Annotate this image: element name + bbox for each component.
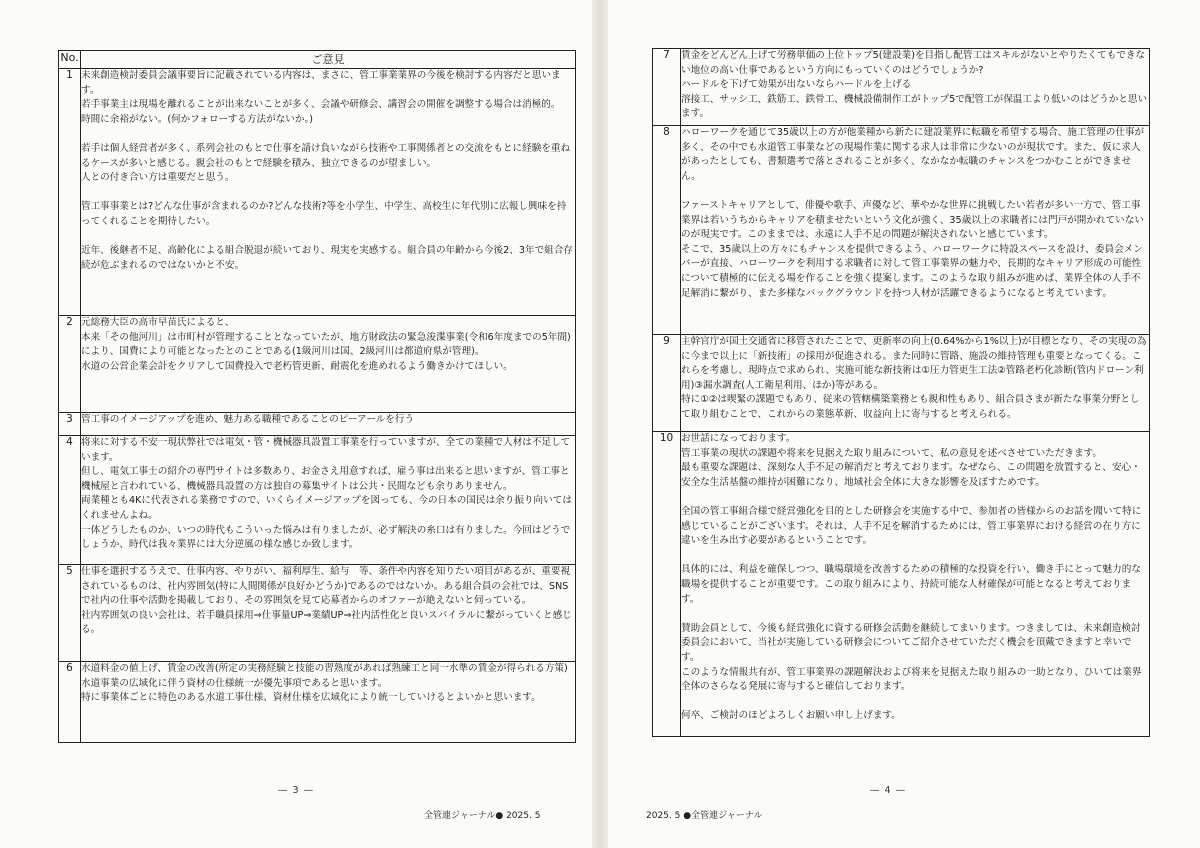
table-row	[653, 335, 1150, 432]
row-number: 4	[59, 436, 81, 565]
row-number: 2	[59, 316, 81, 413]
row-number: 8	[653, 126, 681, 335]
table-row	[59, 662, 576, 743]
table-row	[59, 316, 576, 413]
opinion-text: 主幹官庁が国土交通省に移管されたことで、更新率の向上(0.64%から1%以上)が目標となり、その実現の為に今まで以上に「新技術」の採用が促進される。また同時に管路、施設の維持管理も重要となってくる。これらを考慮し、現時点で求められ、実施可能な新技術は①圧力管更生工法②管路老朽化診断(管内ドローン利用)③漏水調査(人工衛星利用、ほか)等がある。 特に①②は喫緊の課題でもあり、従来の管轄構築業務とも親和性もあり、組合員さまが新たな事業分野として取り組むことで、これからの業態革新、収益向上に寄与すると考えられる。	[681, 335, 1150, 432]
row-number: 5	[59, 565, 81, 662]
opinion-text: 元総務大臣の高市早苗氏によると、 本来「その他河川」は市町村が管理することとなっていたが、地方財政法の緊急浚渫事業(令和6年度までの5年間)により、国費により可能となったとのことである(1級河川は国、2級河川は都道府県が管理)。 水道の公営企業会計をクリアして国費投入で老朽管更新、耐震化を進めれるよう働きかけてほしい。	[81, 316, 576, 413]
table-row	[653, 432, 1150, 737]
opinion-text: 未来創造検討委員会議事要旨に記載されている内容は、まさに、管工事業業界の今後を検討する内容だと思います。 若手事業主は現場を離れることが出来ないことが多く、会議や研修会、講習会の開催を調整する場合は消極的。 時間に余裕がない。(何かフォローする方法がないか。) 若手は個人経営者が多く、系列会社のもとで仕事を請け負いながら技術や工事関係者との交流をもとに経験を重ねるケースが多いと感じる。親会社のもとで経験を積み、独立できるのが望ましい。 人との付き合い方は重要だと思う。 管工事事業とは?どんな仕事が含まれるのか?どんな技術?等を小学生、中学生、高校生に年代別に広報し興味を持ってくれることを期待したい。 近年、後継者不足、高齢化による組合脱退が続いており、現実を実感する。組合員の年齢から今後2、3年で組合存続が危ぶまれるのではないかと不安。	[81, 69, 576, 316]
running-footer: 全管連ジャーナル● 2025. 5	[424, 811, 541, 821]
header-opinion: ご意見	[81, 51, 576, 69]
opinion-text: 将来に対する不安一現状弊社では電気・管・機械器具設置工事業を行っていますが、全ての業種で人材は不足しています。 但し、電気工事士の紹介の専門サイトは多数あり、お金さえ用意すれば、雇う事は出来ると思いますが、管工事と機械屋と言われている、機械器具設置の方は独自の募集サイトは公共・民間なども余りありません。 両業種とも4Kに代表される業務ですので、いくらイメージアップを図っても、今の日本の国民は余り振り向いてはくれませんよね。 一体どうしたものか、いつの時代もこういった悩みは有りましたが、必ず解決の糸口は有りました。今回はどうでしょうか、時代は我々業界には大分逆風の様な感じか致します。	[81, 436, 576, 565]
table-row	[59, 69, 576, 316]
opinions-table-left	[58, 50, 576, 743]
opinions-table-right	[652, 48, 1150, 737]
running-footer: 2025. 5 ●全管連ジャーナル	[646, 811, 763, 821]
header-no: No.	[59, 51, 81, 69]
row-number: 6	[59, 662, 81, 743]
table-row	[59, 565, 576, 662]
opinion-text: 管工事のイメージアップを進め、魅力ある職種であることのピーアールを行う	[81, 413, 576, 436]
table-header-row	[59, 51, 576, 69]
opinion-text: 水道料金の値上げ、賃金の改善(所定の実務経験と技能の習熟度があれば熟練工と同一水準の賃金が得られる方策) 水道事業の広域化に伴う資材の仕様統一が優先事項であると思います。 特に事業体ごとに特色のある水道工事仕様、資材仕様を広域化により統一していけるとよいかと思います。	[81, 662, 576, 743]
page-number: — 3 —	[278, 785, 315, 796]
opinion-text: ハローワークを通じて35歳以上の方が他業種から新たに建設業界に転職を希望する場合、施工管理の仕事が多く、その中でも水道管工事業などの現場作業に関する求人は非常に少ないのが現状です。また、仮に求人があったとしても、書類選考で落とされることが多く、なかなか転職のチャンスをつかむことができません。 ファーストキャリアとして、俳優や歌手、声優など、華やかな世界に挑戦したい若者が多い一方で、管工事業界は若いうちからキャリアを積ませたいという文化が強く、35歳以上の求職者には門戸が開かれていないのが現実です。このままでは、永遠に人手不足の問題が解決されないと感じています。 そこで、35歳以上の方々にもチャンスを提供できるよう、ハローワークに特設スペースを設け、委員会メンバーが直接、ハローワークを利用する求職者に対して管工事業界の魅力や、長期的なキャリア形成の可能性について積極的に伝える場を作ることを強く提案します。このような取り組みが進めば、業界全体の人手不足解消に繋がり、また多様なバックグラウンドを持つ人材が活躍できるようになると考えています。	[681, 126, 1150, 335]
table-row	[653, 49, 1150, 126]
left-page	[0, 0, 592, 848]
row-number: 3	[59, 413, 81, 436]
right-page	[608, 0, 1200, 848]
opinion-text: 仕事を選択するうえで、仕事内容、やりがい、福利厚生、給与 等、条件や内容を知りたい項目があるが、重要視されているものは、社内雰囲気(特に人間関係が良好かどうか)であるのではないか。ある組合員の会社では、SNSで社内の仕事や活動を掲載しており、その雰囲気を見て応募者からのオファーが絶えないと伺っている。 社内雰囲気の良い会社は、若手職員採用⇒仕事量UP⇒業績UP⇒社内活性化と良いスパイラルに繋がっていくと感じる。	[81, 565, 576, 662]
opinion-text: お世話になっております。 管工事業の現状の課題や将来を見据えた取り組みについて、私の意見を述べさせていただきます。 最も重要な課題は、深刻な人手不足の解消だと考えております。なぜなら、この問題を放置すると、安心・安全な生活基盤の維持が困難になり、地域社会全体に大きな影響を及ぼすためです。 全国の管工事組合様で経営強化を目的とした研修会を実施する中で、参加者の皆様からのお話を聞いて特に感じていることがございます。それは、人手不足を解消するためには、管工事業界における経営の在り方に違いを生み出す必要があるということです。 具体的には、利益を確保しつつ、職場環境を改善するための積極的な投資を行い、働き手にとって魅力的な職場を提供することが重要です。この取り組みにより、持続可能な人材確保が可能となると考えております。 賛助会員として、今後も経営強化に資する研修会活動を継続してまいります。つきましては、未来創造検討委員会において、当社が実施している研修会についてご紹介させていただく機会を頂戴できますと幸いです。 このような情報共有が、管工事業界の課題解決および将来を見据えた取り組みの一助となり、ひいては業界全体のさらなる発展に寄与すると確信しております。 何卒、ご検討のほどよろしくお願い申し上げます。	[681, 432, 1150, 737]
row-number: 9	[653, 335, 681, 432]
table-row	[59, 436, 576, 565]
opinion-text: 賃金をどんどん上げて労務単価の上位トップ5(建設業)を目指し配管工はスキルがないとやりたくてもできない地位の高い仕事であるという方向にもっていくのはどうでしょうか? ハードルを下げて効果が出ないならハードルを上げる 溶接工、サッシ工、鉄筋工、鉄骨工、機械設備制作工がトップ5で配管工が保温工より低いのはどうかと思います。	[681, 49, 1150, 126]
row-number: 1	[59, 69, 81, 316]
row-number: 10	[653, 432, 681, 737]
page-number: — 4 —	[870, 785, 907, 796]
table-row	[59, 413, 576, 436]
book-gutter	[592, 0, 608, 848]
row-number: 7	[653, 49, 681, 126]
table-row	[653, 126, 1150, 335]
